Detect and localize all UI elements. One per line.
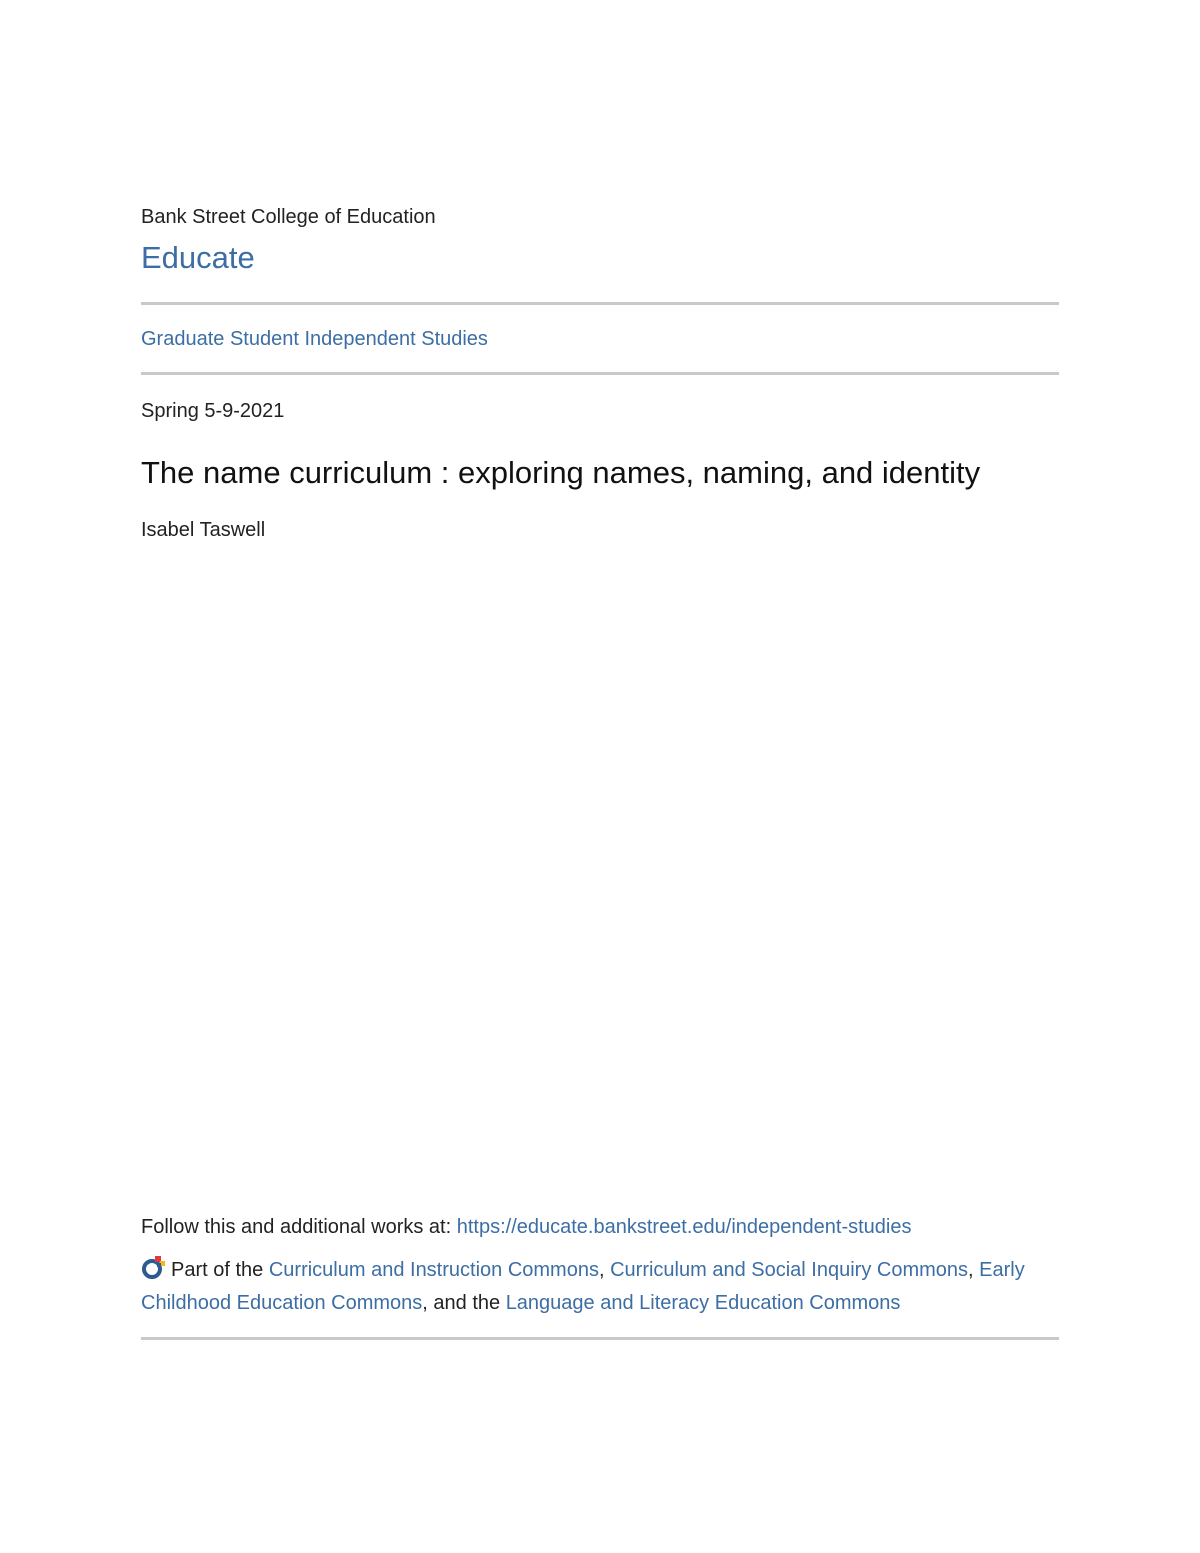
series-link[interactable]: Graduate Student Independent Studies bbox=[141, 328, 488, 350]
divider bbox=[141, 372, 1059, 375]
follow-prefix: Follow this and additional works at: bbox=[141, 1216, 457, 1238]
divider bbox=[141, 302, 1059, 305]
divider bbox=[141, 1337, 1059, 1340]
commons-link-curriculum-social-inquiry[interactable]: Curriculum and Social Inquiry Commons bbox=[610, 1259, 969, 1281]
commons-link-early-childhood-education[interactable]: Early Childhood Education Commons bbox=[141, 1259, 1025, 1314]
separator: , bbox=[598, 1259, 611, 1281]
author-name: Isabel Taswell bbox=[141, 519, 266, 541]
separator: , bbox=[968, 1259, 980, 1281]
collection-url-link[interactable]: https://educate.bankstreet.edu/independent-studies bbox=[456, 1216, 912, 1238]
follow-line bbox=[141, 1216, 911, 1239]
network-icon bbox=[141, 1254, 167, 1280]
commons-link-curriculum-instruction[interactable]: Curriculum and Instruction Commons bbox=[268, 1259, 599, 1281]
publication-date: Spring 5-9-2021 bbox=[141, 400, 285, 422]
part-of-prefix: Part of the bbox=[171, 1259, 269, 1281]
document-title: The name curriculum : exploring names, naming, and identity bbox=[141, 455, 981, 490]
repository-link[interactable]: Educate bbox=[141, 240, 255, 275]
commons-link-language-literacy-education[interactable]: Language and Literacy Education Commons bbox=[505, 1292, 901, 1314]
part-of-commons bbox=[141, 1254, 1059, 1320]
institution-name: Bank Street College of Education bbox=[141, 206, 436, 228]
separator: , and the bbox=[422, 1292, 506, 1314]
